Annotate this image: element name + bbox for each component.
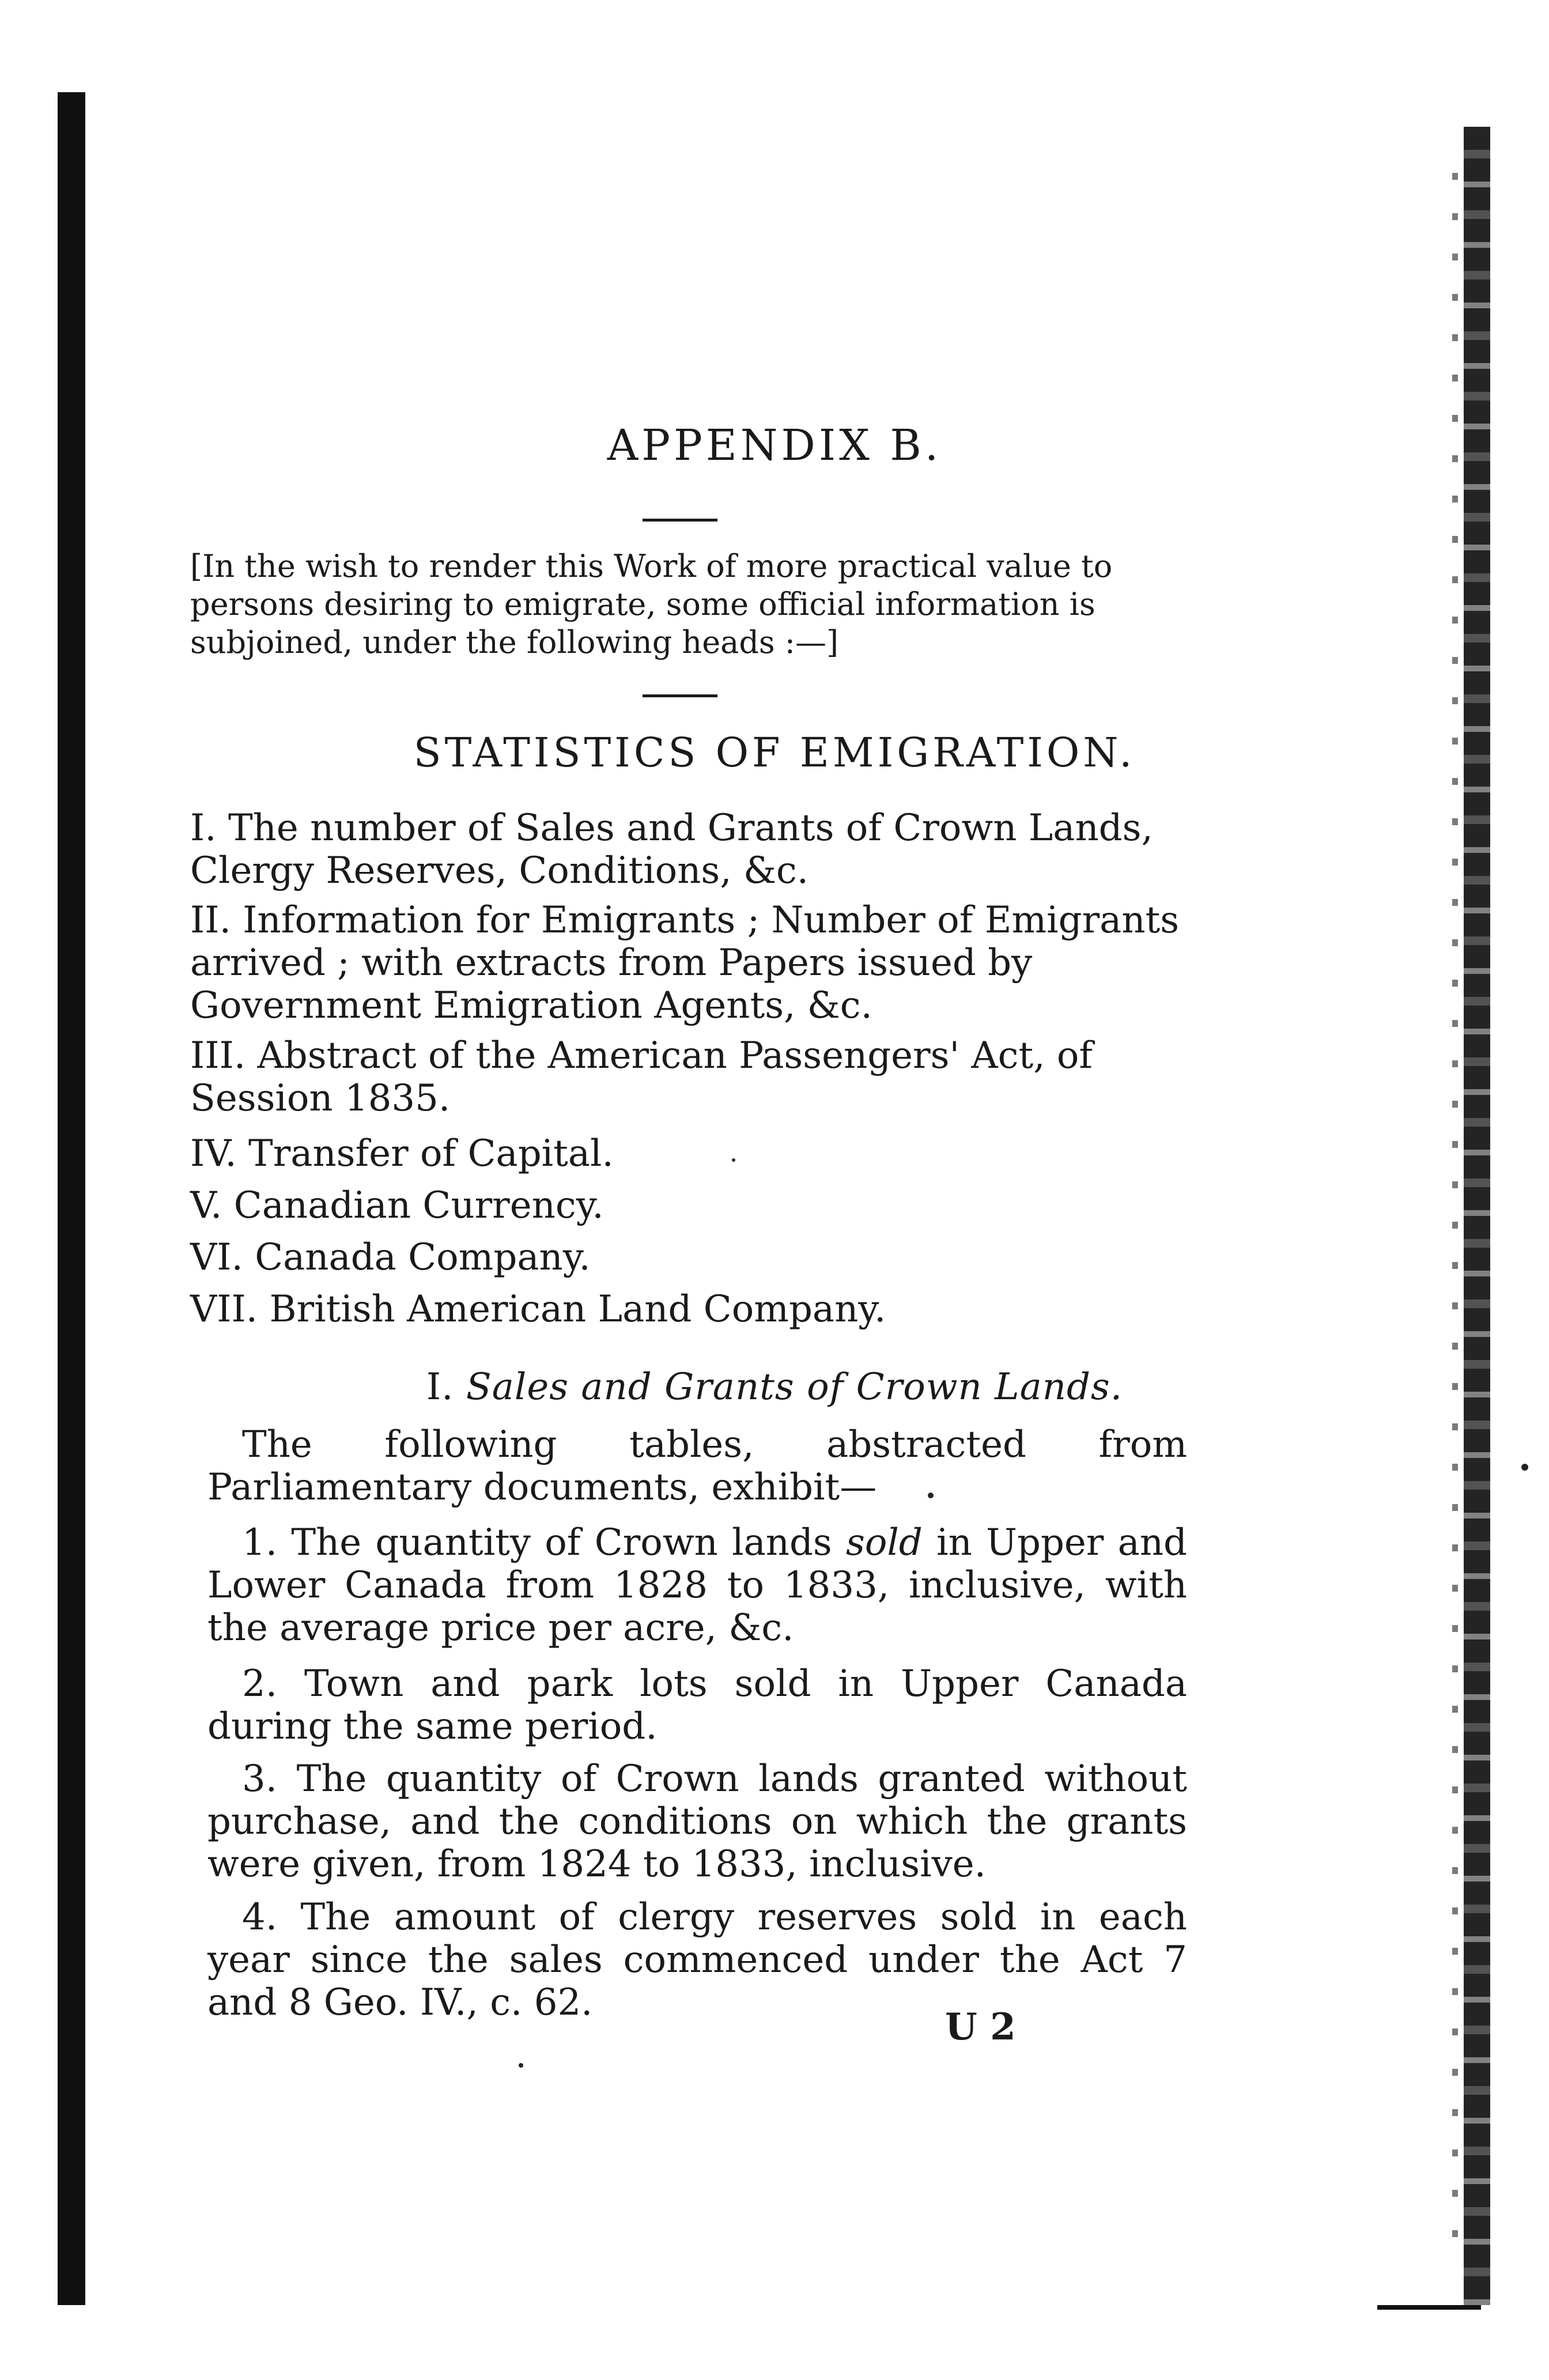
contents-item-number: III. [190,1034,246,1077]
point-emphasis: sold [846,1521,923,1564]
point-text: The quantity of Crown lands [291,1521,847,1564]
contents-item-text: Abstract of the American Passengers' Act, of Session 1835. [190,1034,1093,1120]
contents-item-text: Information for Emigrants ; Number of Emigrants arrived ; with extracts from Papers issued by Government Emigration Agents, &c. [190,899,1180,1027]
point-text: The quantity of Crown lands granted without purchase, and the conditions on which the grants were given, from 1824 to 1833, inclusive. [207,1758,1188,1886]
contents-item-number: VI. [190,1236,243,1279]
contents-item-text: Transfer of Capital. [248,1132,614,1175]
contents-item-3 [190,1034,1181,1120]
contents-item-text: Canada Company. [255,1236,591,1279]
ink-speck [928,1493,934,1498]
contents-item-7 [190,1288,1181,1331]
signature-mark: U 2 [945,2005,1016,2049]
contents-item-4 [190,1132,1181,1175]
page-edge-marks [1452,173,1458,2247]
point-1 [207,1521,1187,1649]
contents-item-text: British American Land Company. [269,1288,886,1331]
intro-text: The following tables, abstracted from Parliamentary documents, exhibit— [207,1423,1187,1509]
subsection-title: Sales and Grants of Crown Lands. [466,1366,1123,1408]
point-number: 4. [242,1896,278,1939]
ink-speck [1521,1464,1528,1471]
subsection-heading [0,1366,1549,1408]
contents-item-text: Canadian Currency. [233,1184,604,1227]
point-text: Town and park lots sold in Upper Canada during the same period. [207,1663,1188,1748]
contents-item-number: V. [190,1184,222,1227]
section-title: STATISTICS OF EMIGRATION. [413,729,1136,776]
contents-item-5 [190,1184,1181,1227]
section-rule [643,694,717,697]
point-text-cont: in Upper and Lower Canada from 1828 to 1833, inclusive, with the average price per acre, &c. [207,1521,1188,1649]
page-bottom-mark [1377,2305,1481,2310]
point-text: The amount of clergy reserves sold in each year since the sales commenced under the Act 7 and 8 Geo. IV., c. 62. [207,1896,1187,2024]
contents-item-6 [190,1236,1181,1279]
contents-item-2 [190,899,1181,1027]
point-2 [207,1663,1187,1748]
point-number: 1. [242,1521,278,1564]
ink-speck [519,2063,523,2068]
point-number: 2. [242,1663,278,1705]
contents-item-number: II. [190,899,231,942]
intro-paragraph [207,1423,1187,1509]
subsection-number: I. [426,1366,454,1408]
contents-item-number: I. [190,807,217,849]
appendix-title: APPENDIX B. [607,421,942,470]
point-number: 3. [242,1758,278,1800]
contents-item-1 [190,807,1181,892]
contents-item-number: IV. [190,1132,237,1175]
contents-item-text: The number of Sales and Grants of Crown Lands, Clergy Reserves, Conditions, &c. [190,807,1153,892]
point-4 [207,1896,1187,2024]
contents-item-number: VII. [190,1288,258,1331]
title-rule [643,519,717,522]
ink-speck [732,1158,735,1162]
intro-note: [In the wish to render this Work of more practical value to persons desiring to emigrate, some official information is subjoined, under the following heads :—] [190,548,1113,660]
point-3 [207,1758,1187,1886]
